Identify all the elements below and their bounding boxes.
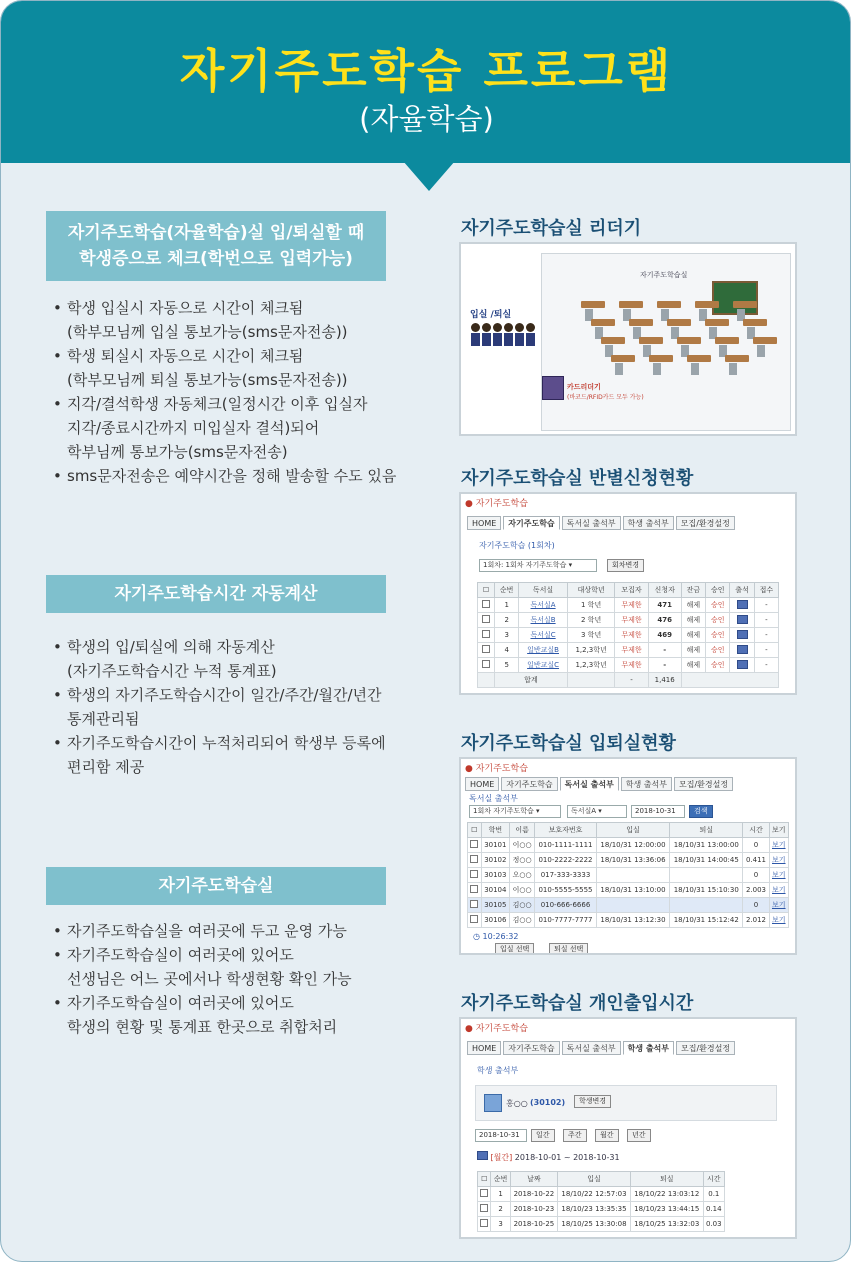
cell-no: 3 bbox=[491, 1217, 510, 1232]
cell-room-link[interactable]: 독서실B bbox=[519, 613, 567, 628]
cell-attendance[interactable] bbox=[730, 643, 754, 658]
student-figure bbox=[504, 323, 513, 351]
blackboard-icon bbox=[712, 281, 758, 315]
apply-status-panel bbox=[459, 492, 797, 695]
entry-select-button[interactable]: 입실 선택 bbox=[495, 943, 534, 955]
cell-name: 김○○ bbox=[510, 898, 535, 913]
student-name: 홍○○ bbox=[506, 1099, 528, 1108]
desk-shape bbox=[677, 337, 701, 344]
column-header: 퇴실 bbox=[670, 823, 743, 838]
cell-entry: 18/10/31 13:12:30 bbox=[596, 913, 669, 928]
student-figure bbox=[515, 323, 524, 351]
cell-entry: 18/10/31 12:00:00 bbox=[596, 838, 669, 853]
cell-name: 이○○ bbox=[510, 838, 535, 853]
cell-approval: 승인 bbox=[706, 628, 730, 643]
table-row bbox=[468, 913, 789, 928]
chair-shape bbox=[615, 363, 623, 375]
page-subtitle: (자율학습) bbox=[359, 102, 494, 136]
cell-guardian-phone: 010-2222-2222 bbox=[535, 853, 597, 868]
calendar-icon bbox=[737, 645, 748, 654]
section-1-bullets bbox=[53, 296, 396, 488]
student-figure bbox=[493, 323, 502, 351]
tab-settings[interactable]: 모집/환경설정 bbox=[674, 777, 733, 791]
cell-hours: 0.03 bbox=[703, 1217, 724, 1232]
tab-home[interactable]: HOME bbox=[467, 1041, 501, 1055]
desk-shape bbox=[667, 319, 691, 326]
cell-no: 2 bbox=[491, 1202, 510, 1217]
list-item: • 학생 입실시 자동으로 시간이 체크됨 (학부모님께 입실 통보가능(sms문자전송)) bbox=[53, 296, 396, 344]
personal-section-label: 학생 출석부 bbox=[477, 1066, 519, 1075]
cell-grade: 1,2,3학년 bbox=[567, 658, 615, 673]
column-header: 독서실 bbox=[519, 583, 567, 598]
apply-tabs bbox=[467, 516, 735, 530]
chair-shape bbox=[691, 363, 699, 375]
period-button-3[interactable]: 년간 bbox=[627, 1129, 651, 1142]
list-item: • 지각/결석학생 자동체크(일정시간 이후 입실자 지각/종료시간까지 미입실자 결석)되어 학부님께 통보가능(sms문자전송) bbox=[53, 392, 396, 464]
list-item: • 학생의 자기주도학습시간이 일간/주간/월간/년간 통계관리됨 bbox=[53, 683, 386, 731]
student-figure bbox=[482, 323, 491, 351]
cell-applicants: - bbox=[648, 643, 681, 658]
section-1-heading-line-1: 자기주도학습(자율학습)실 입/퇴실할 때 bbox=[67, 223, 365, 243]
desk-shape bbox=[649, 355, 673, 362]
header-banner bbox=[1, 1, 851, 163]
cell-hours: 0 bbox=[743, 838, 769, 853]
column-header: 입실 bbox=[558, 1172, 631, 1187]
cell-approval: 승인 bbox=[706, 643, 730, 658]
row-checkbox[interactable] bbox=[468, 868, 482, 883]
card-reader-label: 카드리더기 bbox=[567, 383, 601, 391]
column-header: 날짜 bbox=[510, 1172, 557, 1187]
cell-exit bbox=[670, 868, 743, 883]
view-link[interactable]: 보기 bbox=[769, 913, 788, 928]
cell-grade: 1,2,3학년 bbox=[567, 643, 615, 658]
desk-shape bbox=[629, 319, 653, 326]
chair-shape bbox=[757, 345, 765, 357]
tab-student-attendance[interactable]: 학생 출석부 bbox=[623, 1041, 674, 1055]
column-header: 출석 bbox=[730, 583, 754, 598]
desk-shape bbox=[591, 319, 615, 326]
section-3-bullets bbox=[53, 919, 352, 1039]
cell-receipt: - bbox=[754, 628, 778, 643]
list-item: • 자기주도학습실을 여러곳에 두고 운영 가능 bbox=[53, 919, 352, 943]
section-3-heading-line-1: 자기주도학습실 bbox=[158, 876, 274, 896]
cell-receipt: - bbox=[754, 658, 778, 673]
cell-attendance[interactable] bbox=[730, 658, 754, 673]
desk-shape bbox=[601, 337, 625, 344]
cell-hours: 0.411 bbox=[743, 853, 769, 868]
column-header: 보호자번호 bbox=[535, 823, 597, 838]
table-row bbox=[478, 658, 779, 673]
column-header: 신청자 bbox=[648, 583, 681, 598]
cell-applicants: 471 bbox=[648, 598, 681, 613]
cell-recruit: 무제한 bbox=[615, 613, 648, 628]
cell-attendance[interactable] bbox=[730, 628, 754, 643]
table-row bbox=[478, 1187, 725, 1202]
search-button[interactable]: 검색 bbox=[689, 805, 713, 818]
cell-no: 3 bbox=[495, 628, 519, 643]
cell-exit: 18/10/23 13:44:15 bbox=[630, 1202, 703, 1217]
system-title: ● 자기주도학습 bbox=[465, 1024, 528, 1034]
cell-receipt: - bbox=[754, 643, 778, 658]
cell-entry: 18/10/23 13:35:35 bbox=[558, 1202, 631, 1217]
tab-reading-room[interactable]: 독서실 출석부 bbox=[562, 516, 621, 530]
student-figure bbox=[471, 323, 480, 351]
column-header: ☐ bbox=[478, 1172, 491, 1187]
view-link[interactable]: 보기 bbox=[769, 883, 788, 898]
column-header: 순번 bbox=[491, 1172, 510, 1187]
desk-shape bbox=[611, 355, 635, 362]
table-row bbox=[478, 1202, 725, 1217]
total-label: 합계 bbox=[495, 673, 568, 688]
desk-shape bbox=[733, 301, 757, 308]
desk-shape bbox=[657, 301, 681, 308]
cell-recruit: 무제한 bbox=[615, 658, 648, 673]
table-row bbox=[478, 1217, 725, 1232]
table-row-total bbox=[478, 673, 779, 688]
desk-shape bbox=[695, 301, 719, 308]
row-checkbox[interactable] bbox=[468, 838, 482, 853]
cell-balance: 해제 bbox=[681, 643, 705, 658]
cell-entry bbox=[596, 868, 669, 883]
cell-guardian-phone: 010-5555-5555 bbox=[535, 883, 597, 898]
column-header: 대상학년 bbox=[567, 583, 615, 598]
period-button-2[interactable]: 월간 bbox=[595, 1129, 619, 1142]
cell-hours: 0.1 bbox=[703, 1187, 724, 1202]
section-3-heading bbox=[46, 867, 386, 905]
cell-date: 2018-10-25 bbox=[510, 1217, 557, 1232]
desk-shape bbox=[639, 337, 663, 344]
entry-exit-label: 입실 /퇴실 bbox=[470, 310, 512, 320]
cell-grade: 3 학년 bbox=[567, 628, 615, 643]
list-item: • 자기주도학습실이 여러곳에 있어도 선생님은 어느 곳에서나 학생현황 확인 가능 bbox=[53, 943, 352, 991]
cell-entry bbox=[596, 898, 669, 913]
cell-name: 오○○ bbox=[510, 868, 535, 883]
cell-entry: 18/10/31 13:36:06 bbox=[596, 853, 669, 868]
cell-no: 4 bbox=[495, 643, 519, 658]
tab-student-attendance[interactable]: 학생 출석부 bbox=[623, 516, 674, 530]
room-label: 자기주도학습실 bbox=[640, 271, 688, 279]
cell-exit: 18/10/31 14:00:45 bbox=[670, 853, 743, 868]
cell-room-link[interactable]: 일반교실C bbox=[519, 658, 567, 673]
system-title: ● 자기주도학습 bbox=[465, 764, 528, 774]
tab-self-study[interactable]: 자기주도학습 bbox=[501, 777, 557, 791]
cell-no: 5 bbox=[495, 658, 519, 673]
tab-reading-room[interactable]: 독서실 출석부 bbox=[560, 777, 619, 791]
entry-section-label: 독서실 출석부 bbox=[469, 794, 518, 803]
row-checkbox[interactable] bbox=[478, 643, 495, 658]
cell-id: 30105 bbox=[481, 898, 510, 913]
cell-exit: 18/10/31 13:00:00 bbox=[670, 838, 743, 853]
panel-title-apply-status: 자기주도학습실 반별신청현황 bbox=[461, 468, 694, 489]
cell-name: 김○○ bbox=[510, 913, 535, 928]
cell-hours: 0.14 bbox=[703, 1202, 724, 1217]
desk-shape bbox=[705, 319, 729, 326]
exit-select-button[interactable]: 퇴실 선택 bbox=[549, 943, 588, 955]
tab-settings[interactable]: 모집/환경설정 bbox=[676, 516, 735, 530]
table-row bbox=[478, 598, 779, 613]
cell-balance: 해제 bbox=[681, 658, 705, 673]
system-title: ● 자기주도학습 bbox=[465, 499, 528, 509]
desk-shape bbox=[715, 337, 739, 344]
period-button-1[interactable]: 주간 bbox=[563, 1129, 587, 1142]
cell-grade: 2 학년 bbox=[567, 613, 615, 628]
desk-shape bbox=[753, 337, 777, 344]
cell-exit: 18/10/31 15:12:42 bbox=[670, 913, 743, 928]
row-checkbox[interactable] bbox=[468, 913, 482, 928]
round-select[interactable]: 1회차: 1회차 자기주도학습 ▾ bbox=[479, 559, 597, 572]
cell-id: 30101 bbox=[481, 838, 510, 853]
change-round-button[interactable]: 회차변경 bbox=[607, 559, 644, 572]
calendar-icon bbox=[737, 600, 748, 609]
cell-approval: 승인 bbox=[706, 598, 730, 613]
cell-balance: 해제 bbox=[681, 613, 705, 628]
cell-exit bbox=[670, 898, 743, 913]
section-2-bullets bbox=[53, 635, 386, 779]
cell-id: 30102 bbox=[481, 853, 510, 868]
cell-room-link[interactable]: 독서실A bbox=[519, 598, 567, 613]
row-checkbox[interactable] bbox=[478, 1202, 491, 1217]
card-reader-note: (바코드/RFID카드 모두 가능) bbox=[567, 394, 644, 401]
apply-table bbox=[477, 582, 779, 688]
cell-recruit: 무제한 bbox=[615, 628, 648, 643]
cell-balance: 해제 bbox=[681, 628, 705, 643]
column-header: 입실 bbox=[596, 823, 669, 838]
cell-name: 이○○ bbox=[510, 883, 535, 898]
cell-recruit: 무제한 bbox=[615, 643, 648, 658]
range-readout bbox=[477, 1151, 620, 1163]
list-item: • 학생 퇴실시 자동으로 시간이 체크됨 (학부모님께 퇴실 통보가능(sms문자전송)) bbox=[53, 344, 396, 392]
personal-table bbox=[477, 1171, 725, 1232]
desk-shape bbox=[725, 355, 749, 362]
tab-self-study[interactable]: 자기주도학습 bbox=[503, 1041, 559, 1055]
row-checkbox[interactable] bbox=[478, 1187, 491, 1202]
cell-approval: 승인 bbox=[706, 613, 730, 628]
cell-attendance[interactable] bbox=[730, 613, 754, 628]
table-row bbox=[468, 898, 789, 913]
cell-date: 2018-10-23 bbox=[510, 1202, 557, 1217]
cell-exit: 18/10/25 13:32:03 bbox=[630, 1217, 703, 1232]
cell-guardian-phone: 017-333-3333 bbox=[535, 868, 597, 883]
table-row bbox=[468, 883, 789, 898]
total-dash: - bbox=[615, 673, 648, 688]
column-header: 순번 bbox=[495, 583, 519, 598]
column-header: ☐ bbox=[468, 823, 482, 838]
panel-title-entry-status: 자기주도학습실 입퇴실현황 bbox=[461, 733, 676, 754]
cell-entry: 18/10/25 13:30:08 bbox=[558, 1217, 631, 1232]
chair-shape bbox=[653, 363, 661, 375]
view-link[interactable]: 보기 bbox=[769, 898, 788, 913]
calendar-icon bbox=[477, 1151, 488, 1160]
cell-room-link[interactable]: 독서실C bbox=[519, 628, 567, 643]
cell-no: 2 bbox=[495, 613, 519, 628]
list-item: • 자기주도학습실이 여러곳에 있어도 학생의 현황 및 통계표 한곳으로 취합처리 bbox=[53, 991, 352, 1039]
desk-shape bbox=[581, 301, 605, 308]
table-row bbox=[468, 853, 789, 868]
desk-shape bbox=[687, 355, 711, 362]
cell-recruit: 무제한 bbox=[615, 598, 648, 613]
round-select[interactable]: 1회차 자기주도학습 ▾ bbox=[469, 805, 561, 818]
column-header: 잔금 bbox=[681, 583, 705, 598]
student-avatar-icon bbox=[484, 1094, 502, 1112]
entry-table bbox=[467, 822, 789, 928]
period-button-0[interactable]: 일간 bbox=[531, 1129, 555, 1142]
row-checkbox[interactable] bbox=[478, 1217, 491, 1232]
personal-tabs bbox=[467, 1041, 735, 1055]
cell-applicants: - bbox=[648, 658, 681, 673]
cell-entry: 18/10/22 12:57:03 bbox=[558, 1187, 631, 1202]
room-select[interactable]: 독서실A ▾ bbox=[567, 805, 627, 818]
cell-id: 30103 bbox=[481, 868, 510, 883]
entry-status-panel bbox=[459, 757, 797, 955]
entry-tabs bbox=[465, 777, 733, 791]
cell-guardian-phone: 010-1111-1111 bbox=[535, 838, 597, 853]
cell-applicants: 476 bbox=[648, 613, 681, 628]
column-header: 시간 bbox=[703, 1172, 724, 1187]
cell-guardian-phone: 010-666-6666 bbox=[535, 898, 597, 913]
view-link[interactable]: 보기 bbox=[769, 838, 788, 853]
section-2-heading-line-1: 자기주도학습시간 자동계산 bbox=[114, 584, 318, 604]
table-row bbox=[468, 838, 789, 853]
chair-shape bbox=[729, 363, 737, 375]
tab-student-attendance[interactable]: 학생 출석부 bbox=[621, 777, 672, 791]
tab-reading-room[interactable]: 독서실 출석부 bbox=[562, 1041, 621, 1055]
column-header: ☐ bbox=[478, 583, 495, 598]
cell-no: 1 bbox=[495, 598, 519, 613]
table-row bbox=[478, 613, 779, 628]
cell-hours: 0 bbox=[743, 898, 769, 913]
section-1-heading-line-2: 학생증으로 체크(학번으로 입력가능) bbox=[79, 249, 353, 269]
cell-exit: 18/10/31 15:10:30 bbox=[670, 883, 743, 898]
tab-settings[interactable]: 모집/환경설정 bbox=[676, 1041, 735, 1055]
cell-hours: 2.003 bbox=[743, 883, 769, 898]
desk-shape bbox=[619, 301, 643, 308]
cell-applicants: 469 bbox=[648, 628, 681, 643]
cell-no: 1 bbox=[491, 1187, 510, 1202]
calendar-icon bbox=[737, 630, 748, 639]
table-row bbox=[468, 868, 789, 883]
cell-approval: 승인 bbox=[706, 658, 730, 673]
section-1-heading bbox=[46, 211, 386, 281]
cell-name: 정○○ bbox=[510, 853, 535, 868]
row-checkbox[interactable] bbox=[478, 658, 495, 673]
cell-id: 30104 bbox=[481, 883, 510, 898]
row-checkbox[interactable] bbox=[478, 628, 495, 643]
column-header: 보기 bbox=[769, 823, 788, 838]
row-checkbox[interactable] bbox=[468, 883, 482, 898]
card-reader-icon bbox=[542, 376, 564, 400]
page-title: 자기주도학습 프로그램 bbox=[179, 44, 674, 98]
cell-receipt: - bbox=[754, 613, 778, 628]
column-header: 승인 bbox=[706, 583, 730, 598]
table-row bbox=[478, 643, 779, 658]
cell-grade: 1 학년 bbox=[567, 598, 615, 613]
tab-self-study[interactable]: 자기주도학습 bbox=[503, 516, 559, 530]
cell-id: 30106 bbox=[481, 913, 510, 928]
table-row bbox=[478, 628, 779, 643]
row-checkbox[interactable] bbox=[478, 598, 495, 613]
cell-attendance[interactable] bbox=[730, 598, 754, 613]
column-header: 퇴실 bbox=[630, 1172, 703, 1187]
list-item: • sms문자전송은 예약시간을 정해 발송할 수도 있음 bbox=[53, 464, 396, 488]
date-field[interactable]: 2018-10-31 bbox=[475, 1129, 527, 1142]
student-figure bbox=[526, 323, 535, 351]
row-checkbox[interactable] bbox=[468, 898, 482, 913]
student-card bbox=[475, 1085, 777, 1121]
list-item: • 자기주도학습시간이 누적처리되어 학생부 등록에 편리함 제공 bbox=[53, 731, 386, 779]
column-header: 모집자 bbox=[615, 583, 648, 598]
cell-room-link[interactable]: 일반교실B bbox=[519, 643, 567, 658]
cell-date: 2018-10-22 bbox=[510, 1187, 557, 1202]
cell-receipt: - bbox=[754, 598, 778, 613]
cell-balance: 해제 bbox=[681, 598, 705, 613]
section-2-heading bbox=[46, 575, 386, 613]
desk-shape bbox=[743, 319, 767, 326]
date-field[interactable]: 2018-10-31 bbox=[631, 805, 685, 818]
change-student-button[interactable]: 학생변경 bbox=[574, 1095, 611, 1108]
calendar-icon bbox=[737, 660, 748, 669]
panel-title-reader: 자기주도학습실 리더기 bbox=[461, 218, 642, 239]
tab-home[interactable]: HOME bbox=[465, 777, 499, 791]
personal-panel bbox=[459, 1017, 797, 1239]
panel-title-personal: 자기주도학습실 개인출입시간 bbox=[461, 993, 694, 1014]
banner-pointer bbox=[403, 161, 455, 191]
column-header: 이름 bbox=[510, 823, 535, 838]
tab-home[interactable]: HOME bbox=[467, 516, 501, 530]
cell-exit: 18/10/22 13:03:12 bbox=[630, 1187, 703, 1202]
column-header: 학번 bbox=[481, 823, 510, 838]
view-link[interactable]: 보기 bbox=[769, 853, 788, 868]
view-link[interactable]: 보기 bbox=[769, 868, 788, 883]
range-tag: [월간] bbox=[490, 1153, 513, 1162]
clock-readout: ◷ 10:26:32 bbox=[473, 932, 519, 941]
calendar-icon bbox=[737, 615, 748, 624]
list-item: • 학생의 입/퇴실에 의해 자동계산 (자기주도학습시간 누적 통계표) bbox=[53, 635, 386, 683]
student-id: (30102) bbox=[530, 1098, 566, 1107]
cell-entry: 18/10/31 13:10:00 bbox=[596, 883, 669, 898]
cell-hours: 2.012 bbox=[743, 913, 769, 928]
cell-guardian-phone: 010-7777-7777 bbox=[535, 913, 597, 928]
column-header: 시간 bbox=[743, 823, 769, 838]
row-checkbox[interactable] bbox=[478, 613, 495, 628]
apply-section-label: 자기주도학습 (1회차) bbox=[479, 541, 555, 550]
row-checkbox[interactable] bbox=[468, 853, 482, 868]
column-header: 접수 bbox=[754, 583, 778, 598]
total-value: 1,416 bbox=[648, 673, 681, 688]
range-text: 2018-10-01 ~ 2018-10-31 bbox=[514, 1153, 620, 1162]
cell-hours: 0 bbox=[743, 868, 769, 883]
